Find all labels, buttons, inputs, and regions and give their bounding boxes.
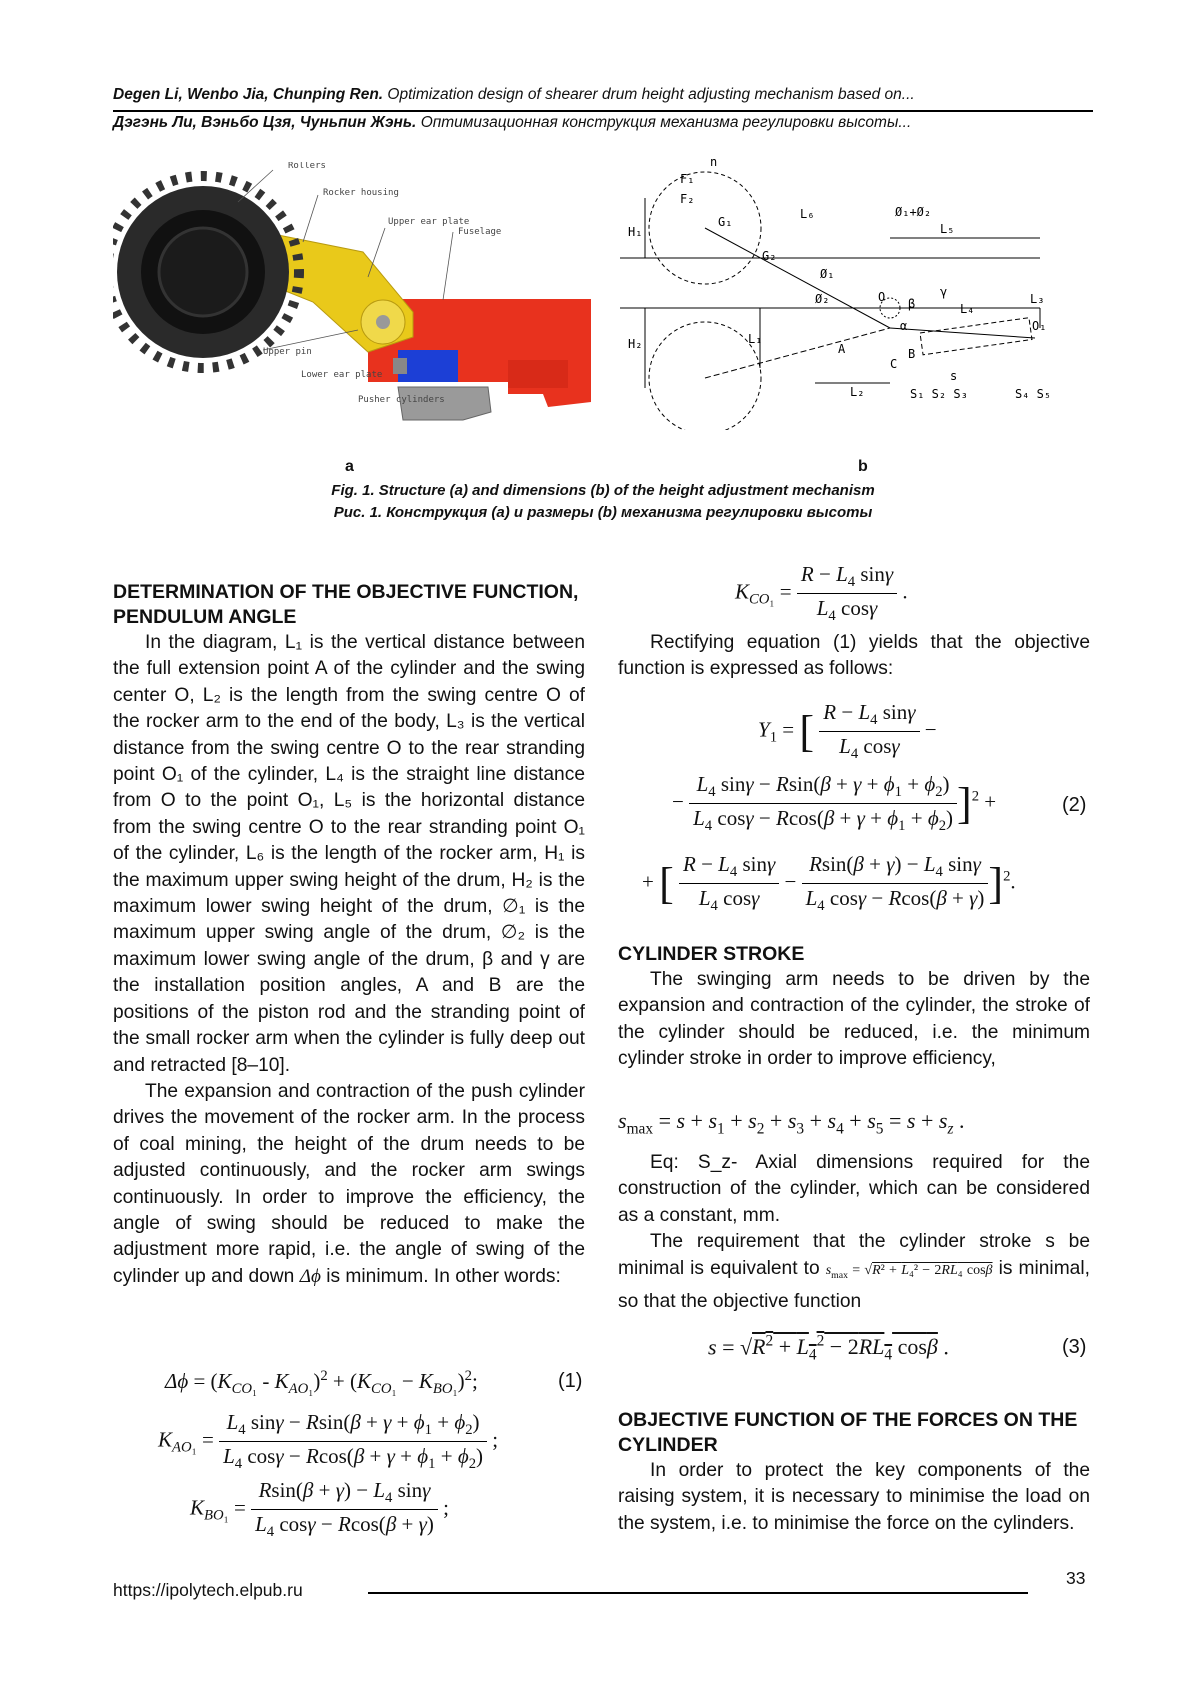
paragraph-requirement-c: minimal, so that the objective function bbox=[618, 1257, 1090, 1312]
paragraph-forces: In order to protect the key components of the raising system, it is necessary to minimise the load on the system, i.e. to minimise the force on the cylinders. bbox=[618, 1460, 1090, 1534]
paragraph-requirement bbox=[618, 1229, 1090, 1315]
footer-rule bbox=[368, 1592, 1028, 1594]
svg-text:S₁ S₂ S₃: S₁ S₂ S₃ bbox=[910, 387, 968, 401]
header-authors-ru: Дэгэнь Ли, Вэньбо Цзя, Чуньпин Жэнь. bbox=[113, 114, 417, 131]
panel-a-label: a bbox=[345, 458, 354, 475]
svg-text:O₁: O₁ bbox=[1032, 319, 1047, 333]
svg-text:S₄ S₅: S₄ S₅ bbox=[1015, 387, 1052, 401]
figure-panel-b bbox=[620, 158, 1090, 430]
svg-text:n: n bbox=[710, 158, 718, 169]
paragraph-expansion-text: The expansion and contraction of the push cylinder drives the movement of the rocker arm. In the process of coal mining, the height of the drum needs to be adjusted continuously, and the rocker arm swings continuously. In order to improve the efficiency, the angle of swing should be reduced to make the adjustment more rapid, i.e. the angle of swing of the cylinder up and down bbox=[113, 1080, 585, 1287]
equation-3: $s = √R^2 + L_4^2 - 2RL_4$ cosβ . bbox=[708, 1333, 949, 1364]
svg-text:β: β bbox=[908, 297, 916, 311]
equation-3-number: (3) bbox=[1062, 1336, 1087, 1358]
svg-text:Ø₁: Ø₁ bbox=[820, 267, 835, 281]
svg-text:L₄: L₄ bbox=[960, 302, 975, 316]
figure-caption-ru: Рис. 1. Конструкция (a) и размеры (b) механизма регулировки высоты bbox=[333, 504, 873, 521]
svg-text:A: A bbox=[838, 342, 846, 356]
fuselage-block bbox=[508, 360, 568, 388]
svg-text:L₅: L₅ bbox=[940, 222, 955, 236]
delta-phi-symbol: Δϕ bbox=[299, 1265, 321, 1287]
svg-text:O: O bbox=[878, 290, 886, 304]
svg-text:L₁: L₁ bbox=[748, 332, 763, 346]
cylinder-rod bbox=[393, 358, 407, 374]
equation-kao1: $K_{AO_1}$ = $\frac{L_4 \sin\gamma - Rsin(\beta + \gamma + \phi_1 + \phi_2)}{L_4 \cos\gamma - Rcos(\beta + \gamma + \phi_1 + \phi_2)}$ ; bbox=[158, 1410, 499, 1473]
svg-text:L₂: L₂ bbox=[850, 385, 865, 399]
svg-text:L₃: L₃ bbox=[1030, 292, 1045, 306]
paragraph-stroke: The swinging arm needs to be driven by the expansion and contraction of the cylinder, the stroke of the cylinder should be reduced, i.e. the minimum cylinder stroke in order to improve efficiency, bbox=[618, 969, 1090, 1070]
section-heading-pendulum: DETERMINATION OF THE OBJECTIVE FUNCTION, PENDULUM ANGLE bbox=[113, 581, 579, 628]
svg-text:H₂: H₂ bbox=[628, 337, 643, 351]
running-header-en bbox=[113, 86, 1093, 104]
header-title-en: Optimization design of shearer drum height adjusting mechanism based on... bbox=[387, 86, 915, 103]
paragraph-requirement-b: is bbox=[998, 1257, 1013, 1279]
rocker-arm-upper bbox=[705, 228, 890, 328]
figure-caption-en: Fig. 1. Structure (a) and dimensions (b) of the height adjustment mechanism bbox=[331, 482, 875, 499]
svg-text:C: C bbox=[890, 357, 898, 371]
svg-text:Ø₁+Ø₂: Ø₁+Ø₂ bbox=[895, 205, 932, 219]
svg-text:F₁: F₁ bbox=[680, 172, 695, 186]
svg-text:Ø₂: Ø₂ bbox=[815, 292, 830, 306]
label-rollers: Rollers bbox=[288, 162, 326, 171]
panel-b-labels bbox=[628, 158, 1051, 401]
panel-b-label: b bbox=[858, 458, 868, 475]
svg-text:G₂: G₂ bbox=[762, 249, 777, 263]
drum-hub bbox=[159, 228, 247, 316]
inline-smax-formula: $s_{max} = √R^2 + L_4^2 - 2RL_4$ cosβ bbox=[825, 1262, 993, 1281]
svg-text:B: B bbox=[908, 347, 916, 361]
right-column-rectify bbox=[618, 630, 1090, 683]
svg-text:γ: γ bbox=[940, 285, 948, 299]
page-number: 33 bbox=[1066, 1568, 1086, 1588]
svg-text:H₁: H₁ bbox=[628, 225, 643, 239]
pin-center bbox=[376, 315, 390, 329]
equation-kbo1: $K_{BO_1}$ = $\frac{Rsin(\beta + \gamma) - L_4 \sin\gamma}{L_4 \cos\gamma - Rcos(\beta + \gamma)}$ ; bbox=[190, 1478, 449, 1541]
equation-2-number: (2) bbox=[1062, 794, 1087, 816]
svg-text:L₆: L₆ bbox=[800, 207, 815, 221]
running-header-ru bbox=[113, 114, 1093, 132]
figure-panel-a bbox=[113, 162, 591, 454]
equation-2-line3: + [ $\frac{R - L_4 \sin\gamma}{L_4 \cos\gamma}$ − $\frac{Rsin(\beta + \gamma) - L_4 \sin\gamma}{L_4 \cos\gamma - Rcos(\beta + \gamma)}$ ]$^2$. bbox=[642, 852, 1016, 915]
equation-1: $\Delta\phi = (K_{CO_1} - K_{AO_1})^2 + (K_{CO_1} - K_{BO_1})^2$; bbox=[165, 1368, 478, 1398]
header-title-ru: Оптимизационная конструкция механизма регулировки высоты... bbox=[420, 114, 912, 131]
equation-smax: $s_{max} = s + s_1 + s_2 + s_3 + s_4 + s_5 = s + s_z$ . bbox=[618, 1108, 965, 1138]
section-heading-cylinder-stroke: CYLINDER STROKE bbox=[618, 943, 805, 965]
paragraph-definitions: In the diagram, L₁ is the vertical distance between the full extension point A of the cylinder and the swing center O, L₂ is the length from the swing centre O of the rocker arm to the end of the body, L₃ is the vertical distance from the swing centre O to the rear stranding point O₁ of the cylinder, L₄ is the straight line distance from O to the point O₁, L₅ is the horizontal distance from the swing centre O to the rear stranding point O₁ of the cylinder, L₆ is the length of the rocker arm, H₁ is the maximum upper swing height of the drum, H₂ is the maximum lower swing height of the drum, ∅₁ is the maximum upper swing angle of the drum, ∅₂ is the maximum lower swing angle of the drum, β and γ are the installation position angles, A and B are the positions of the piston rod and the stranding point of the small rocker arm when the cylinder is fully deep out and retracted [8–10]. bbox=[113, 632, 585, 1076]
right-column-forces bbox=[618, 1408, 1090, 1537]
right-column-stroke bbox=[618, 942, 1090, 1073]
svg-text:s: s bbox=[950, 369, 958, 383]
svg-text:α: α bbox=[900, 319, 908, 333]
drum-lower-circle bbox=[649, 322, 761, 430]
label-pusher-cylinders: Pusher cylinders bbox=[358, 395, 445, 405]
section-heading-forces: OBJECTIVE FUNCTION OF THE FORCES ON THE CYLINDER bbox=[618, 1409, 1078, 1456]
header-rule bbox=[113, 110, 1093, 112]
right-column-eq bbox=[618, 1150, 1090, 1315]
header-authors-en: Degen Li, Wenbo Jia, Chunping Ren. bbox=[113, 86, 384, 103]
label-rocker-housing: Rocker housing bbox=[323, 188, 399, 198]
svg-text:F₂: F₂ bbox=[680, 192, 695, 206]
equation-1-number: (1) bbox=[558, 1370, 583, 1392]
equation-2-line1: $Y_1$ = [ $\frac{R - L_4 \sin\gamma}{L_4 \cos\gamma}$ − bbox=[758, 700, 937, 763]
equation-kco1: $K_{CO_1}$ = $\frac{R - L_4 \sin\gamma}{L_4 \cos\gamma}$ . bbox=[735, 562, 908, 625]
paragraph-expansion-end: is minimum. In other words: bbox=[326, 1265, 561, 1287]
svg-text:G₁: G₁ bbox=[718, 215, 733, 229]
footer-url[interactable]: https://ipolytech.elpub.ru bbox=[113, 1580, 303, 1600]
equation-2-line2: − $\frac{L_4 \sin\gamma - Rsin(\beta + \gamma + \phi_1 + \phi_2)}{L_4 \cos\gamma - Rcos(\beta + \gamma + \phi_1 + \phi_2)}$ ]$^2$ + bbox=[672, 772, 997, 835]
cylinder-axis bbox=[890, 328, 1035, 338]
paragraph-requirement-a: The requirement that the cylinder stroke s be minimal is equivalent to bbox=[618, 1231, 1090, 1279]
rocker-arm-lower bbox=[705, 328, 890, 378]
paragraph-rectify: Rectifying equation (1) yields that the objective function is expressed as follows: bbox=[618, 632, 1090, 680]
label-fuselage: Fuselage bbox=[458, 227, 502, 237]
label-lower-ear-plate: Lower ear plate bbox=[301, 370, 383, 380]
label-upper-ear-plate: Upper ear plate bbox=[388, 217, 470, 227]
left-column bbox=[113, 580, 585, 1290]
paragraph-sz: Eq: S_z- Axial dimensions required for the construction of the cylinder, which can be considered as a constant, mm. bbox=[618, 1152, 1090, 1226]
paragraph-expansion bbox=[113, 1079, 585, 1290]
label-upper-pin: Upper pin bbox=[263, 347, 312, 357]
